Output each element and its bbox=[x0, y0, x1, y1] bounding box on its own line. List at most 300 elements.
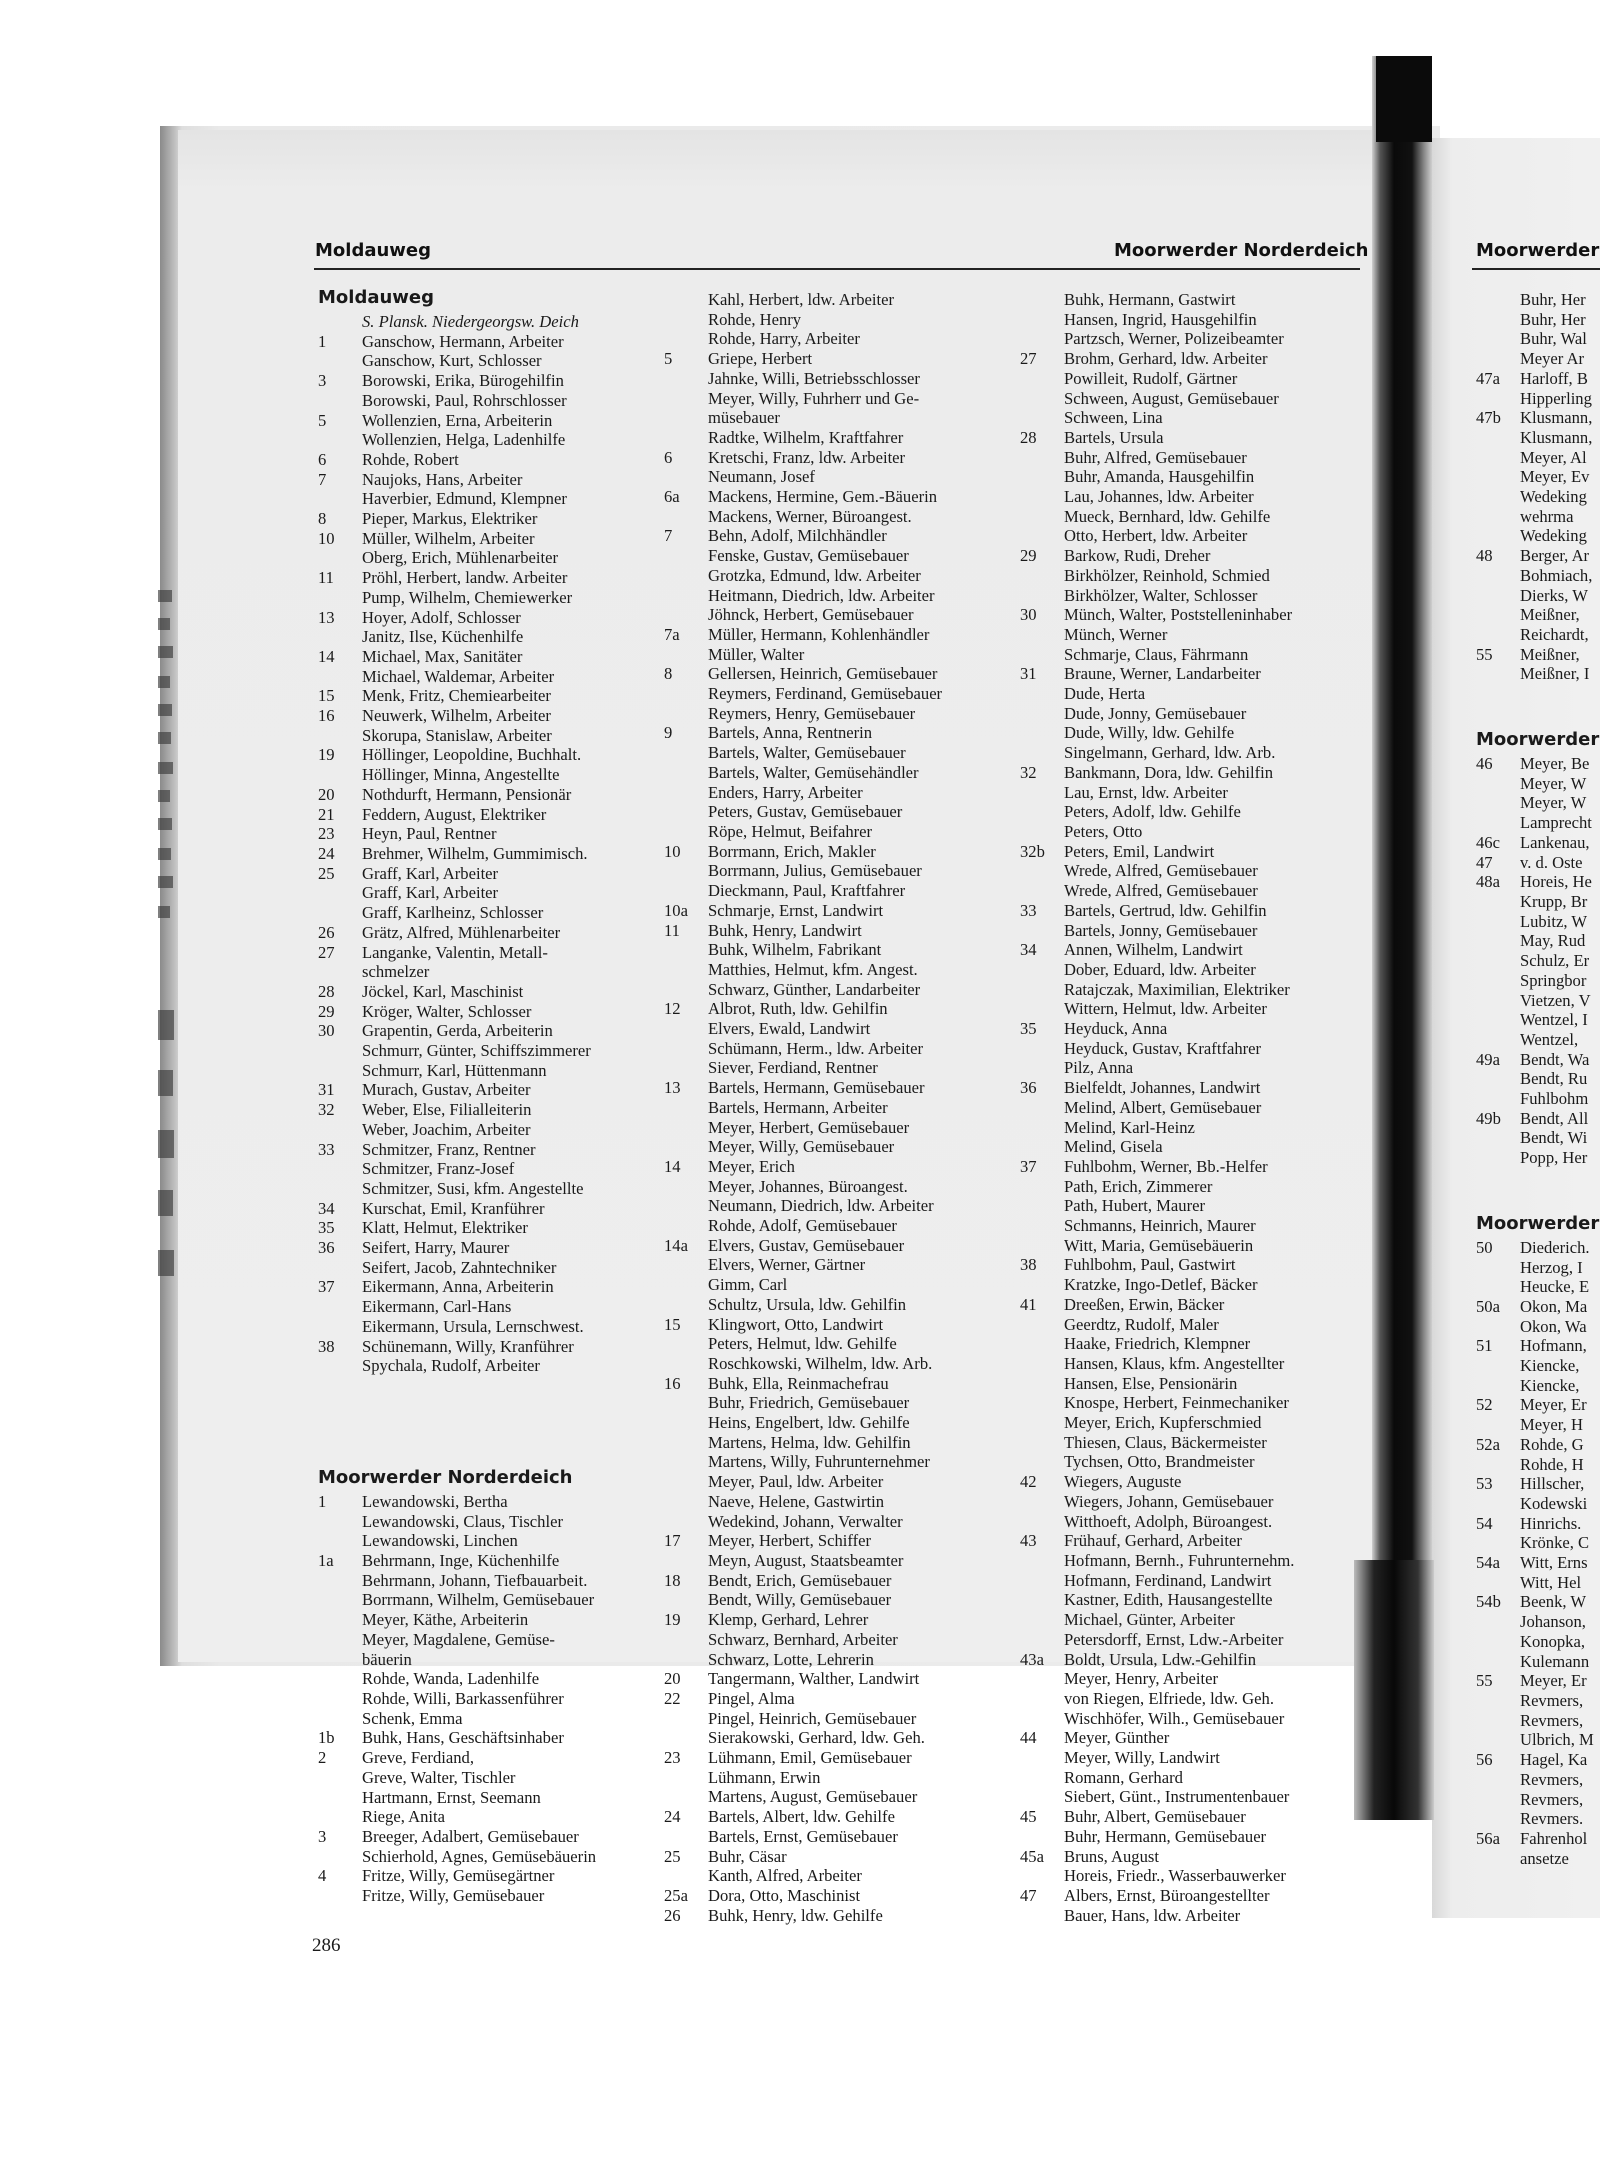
resident-entry bbox=[664, 1019, 942, 1039]
resident-text: Hofmann, bbox=[1520, 1336, 1587, 1356]
resident-entry bbox=[1476, 566, 1600, 586]
resident-text: Rohde, Wanda, Ladenhilfe bbox=[362, 1669, 540, 1689]
resident-entry bbox=[1020, 1610, 1294, 1630]
resident-entry bbox=[1476, 971, 1600, 991]
resident-entry bbox=[1476, 546, 1600, 566]
resident-entry bbox=[318, 1709, 596, 1729]
resident-entry bbox=[664, 723, 942, 743]
resident-text: Meyer, Willy, Fuhrherr und Ge- bbox=[708, 388, 920, 408]
resident-text: Wollenzien, Helga, Ladenhilfe bbox=[362, 430, 566, 450]
resident-entry bbox=[1020, 783, 1294, 803]
resident-entry bbox=[1020, 645, 1294, 665]
resident-text: Skorupa, Stanislaw, Arbeiter bbox=[362, 725, 552, 745]
resident-text: Kröger, Walter, Schlosser bbox=[362, 1001, 532, 1021]
resident-entry bbox=[1476, 853, 1600, 873]
resident-entry bbox=[664, 1315, 942, 1335]
house-number: 28 bbox=[318, 981, 335, 1001]
resident-text: Meyer, Henry, Arbeiter bbox=[1064, 1669, 1218, 1689]
resident-entry bbox=[664, 448, 942, 468]
resident-text: Grotzka, Edmund, ldw. Arbeiter bbox=[708, 565, 921, 585]
resident-entry bbox=[1020, 1393, 1294, 1413]
resident-text: Weber, Joachim, Arbeiter bbox=[362, 1119, 531, 1139]
resident-entry bbox=[1476, 793, 1600, 813]
resident-entry bbox=[664, 645, 942, 665]
resident-entry bbox=[1476, 586, 1600, 606]
resident-text: Buhr, Albert, Gemüsebauer bbox=[1064, 1807, 1246, 1827]
resident-text: Pingel, Heinrich, Gemüsebauer bbox=[708, 1708, 917, 1728]
resident-entry bbox=[318, 824, 596, 844]
resident-text: Rohde, Adolf, Gemüsebauer bbox=[708, 1216, 897, 1236]
resident-text: Bartels, Hermann, Arbeiter bbox=[708, 1097, 888, 1117]
house-number: 6 bbox=[664, 447, 673, 467]
house-number: 49b bbox=[1476, 1108, 1501, 1128]
house-number: 10 bbox=[318, 528, 335, 548]
resident-entry bbox=[1020, 1354, 1294, 1374]
resident-entry bbox=[664, 1433, 942, 1453]
house-number: 35 bbox=[1020, 1019, 1037, 1039]
resident-entry bbox=[1020, 1709, 1294, 1729]
resident-entry bbox=[318, 1120, 596, 1140]
house-number: 55 bbox=[1476, 644, 1493, 664]
resident-text: Greve, Ferdiand, bbox=[362, 1748, 474, 1768]
resident-text: Horeis, He bbox=[1520, 872, 1592, 892]
resident-text: Dude, Jonny, Gemüsebauer bbox=[1064, 703, 1247, 723]
resident-text: Siever, Ferdiand, Rentner bbox=[708, 1058, 878, 1078]
resident-entry bbox=[664, 861, 942, 881]
resident-text: Behn, Adolf, Milchhändler bbox=[708, 526, 887, 546]
resident-text: Reymers, Henry, Gemüsebauer bbox=[708, 703, 916, 723]
resident-text: Naeve, Helene, Gastwirtin bbox=[708, 1491, 885, 1511]
resident-entry bbox=[1020, 1216, 1294, 1236]
resident-text: Fuhlbohm, Paul, Gastwirt bbox=[1064, 1255, 1236, 1275]
resident-entry bbox=[1476, 664, 1600, 684]
resident-text: Kodewski bbox=[1520, 1493, 1588, 1513]
resident-entry bbox=[1476, 329, 1600, 349]
resident-entry bbox=[318, 686, 596, 706]
resident-entry bbox=[664, 684, 942, 704]
resident-text: Hinrichs. bbox=[1520, 1513, 1582, 1533]
resident-text: Wedeking bbox=[1520, 526, 1587, 546]
house-number: 35 bbox=[318, 1218, 335, 1238]
resident-entry bbox=[318, 391, 596, 411]
resident-entry bbox=[1476, 1770, 1600, 1790]
resident-entry bbox=[1020, 1098, 1294, 1118]
resident-text: Heyduck, Gustav, Kraftfahrer bbox=[1064, 1038, 1262, 1058]
resident-text: Eikermann, Anna, Arbeiterin bbox=[362, 1277, 554, 1297]
resident-entry bbox=[318, 726, 596, 746]
resident-text: Greve, Walter, Tischler bbox=[362, 1767, 516, 1787]
resident-entry bbox=[1020, 467, 1294, 487]
house-number: 4 bbox=[318, 1866, 327, 1886]
resident-entry bbox=[1020, 1137, 1294, 1157]
resident-text: Okon, Wa bbox=[1520, 1316, 1587, 1336]
resident-text: Jahnke, Willi, Betriebsschlosser bbox=[708, 368, 920, 388]
resident-entry bbox=[318, 1337, 596, 1357]
resident-text: Schmurr, Karl, Hüttenmann bbox=[362, 1060, 547, 1080]
house-number: 34 bbox=[1020, 940, 1037, 960]
resident-entry bbox=[1476, 1238, 1600, 1258]
house-number: 50a bbox=[1476, 1296, 1500, 1316]
resident-text: Seifert, Jacob, Zahntechniker bbox=[362, 1257, 557, 1277]
resident-text: Singelmann, Gerhard, ldw. Arb. bbox=[1064, 743, 1276, 763]
resident-entry bbox=[1020, 704, 1294, 724]
house-number: 19 bbox=[318, 745, 335, 765]
house-number: 9 bbox=[664, 723, 673, 743]
resident-text: Klusmann, bbox=[1520, 408, 1593, 428]
resident-text: Meyer, Ev bbox=[1520, 467, 1590, 487]
resident-text: Meyn, August, Staatsbeamter bbox=[708, 1551, 904, 1570]
resident-entry bbox=[1020, 1078, 1294, 1098]
resident-text: Rohde, H bbox=[1520, 1454, 1584, 1474]
resident-entry bbox=[664, 802, 942, 822]
resident-entry bbox=[1476, 1010, 1600, 1030]
resident-text: Popp, Her bbox=[1520, 1148, 1588, 1168]
resident-entry bbox=[664, 408, 942, 428]
resident-entry bbox=[1020, 1689, 1294, 1709]
resident-entry bbox=[318, 1218, 596, 1238]
column-3 bbox=[1020, 290, 1294, 1925]
resident-text: Griepe, Herbert bbox=[708, 349, 813, 369]
resident-entry bbox=[318, 1551, 596, 1571]
resident-text: Buhr, Wal bbox=[1520, 329, 1587, 349]
resident-text: Breeger, Adalbert, Gemüsebauer bbox=[362, 1826, 579, 1846]
resident-entry bbox=[664, 566, 942, 586]
house-number: 52 bbox=[1476, 1395, 1493, 1415]
resident-entry bbox=[664, 1354, 942, 1374]
resident-entry bbox=[664, 999, 942, 1019]
resident-entry bbox=[1020, 1275, 1294, 1295]
house-number: 56 bbox=[1476, 1750, 1493, 1770]
resident-text: Meyer, H bbox=[1520, 1415, 1583, 1435]
resident-entry bbox=[1476, 1148, 1600, 1168]
resident-text: Kanth, Alfred, Arbeiter bbox=[708, 1866, 862, 1886]
resident-entry bbox=[1020, 980, 1294, 1000]
resident-entry bbox=[1476, 872, 1600, 892]
gutter-shadow-bottom bbox=[1354, 1560, 1434, 1820]
resident-text: Roschkowski, Wilhelm, ldw. Arb. bbox=[708, 1353, 933, 1373]
resident-entry bbox=[318, 923, 596, 943]
resident-entry bbox=[318, 903, 596, 923]
resident-entry bbox=[1020, 1295, 1294, 1315]
resident-entry bbox=[1476, 912, 1600, 932]
resident-entry bbox=[1020, 960, 1294, 980]
resident-text: Michael, Max, Sanitäter bbox=[362, 646, 523, 666]
resident-entry bbox=[1476, 1109, 1600, 1129]
resident-entry bbox=[318, 1788, 596, 1808]
resident-entry bbox=[318, 864, 596, 884]
resident-entry bbox=[318, 430, 596, 450]
resident-text: Meyer, Herbert, Schiffer bbox=[708, 1531, 872, 1551]
resident-text: Fahrenhol bbox=[1520, 1828, 1588, 1848]
resident-entry bbox=[1476, 1849, 1600, 1869]
resident-text: Revmers, bbox=[1520, 1789, 1584, 1809]
resident-text: Sierakowski, Gerhard, ldw. Geh. bbox=[708, 1728, 925, 1748]
resident-text: Schmitzer, Susi, kfm. Angestellte bbox=[362, 1178, 584, 1198]
resident-entry bbox=[664, 586, 942, 606]
resident-text: Schwarz, Lotte, Lehrerin bbox=[708, 1649, 874, 1669]
house-number: 46c bbox=[1476, 832, 1500, 852]
resident-text: Schween, Lina bbox=[1064, 408, 1163, 428]
house-number: 46 bbox=[1476, 754, 1493, 774]
house-number: 25 bbox=[664, 1846, 681, 1866]
resident-text: Krupp, Br bbox=[1520, 891, 1588, 911]
house-number: 30 bbox=[1020, 605, 1037, 625]
resident-text: Reichardt, bbox=[1520, 624, 1589, 644]
resident-entry bbox=[664, 1669, 942, 1689]
house-number: 27 bbox=[1020, 349, 1037, 369]
resident-text: Springbor bbox=[1520, 970, 1587, 990]
resident-text: Oberg, Erich, Mühlenarbeiter bbox=[362, 548, 558, 568]
resident-entry bbox=[1020, 1177, 1294, 1197]
resident-entry bbox=[1020, 1492, 1294, 1512]
resident-text: Eikermann, Ursula, Lernschwest. bbox=[362, 1316, 584, 1336]
resident-text: Meißner, bbox=[1520, 644, 1580, 664]
resident-entry bbox=[318, 1317, 596, 1337]
resident-text: Albers, Ernst, Büroangestellter bbox=[1064, 1885, 1270, 1905]
house-number: 5 bbox=[664, 349, 673, 369]
resident-entry bbox=[1476, 526, 1600, 546]
resident-text: Konopka, bbox=[1520, 1631, 1585, 1651]
house-number: 37 bbox=[318, 1277, 335, 1297]
resident-entry bbox=[664, 1058, 942, 1078]
resident-entry bbox=[664, 546, 942, 566]
street-heading: Moldauweg bbox=[318, 287, 435, 308]
resident-entry bbox=[318, 962, 596, 982]
resident-text: Meyer, Günther bbox=[1064, 1728, 1170, 1748]
resident-text: Höllinger, Minna, Angestellte bbox=[362, 765, 560, 785]
directory-section bbox=[318, 1466, 596, 1906]
resident-entry bbox=[1476, 1514, 1600, 1534]
resident-entry bbox=[664, 1374, 942, 1394]
resident-text: Hipperling bbox=[1520, 388, 1592, 408]
resident-text: Bendt, Erich, Gemüsebauer bbox=[708, 1570, 892, 1590]
house-number: 12 bbox=[664, 999, 681, 1019]
resident-text: Müller, Hermann, Kohlenhändler bbox=[708, 624, 930, 644]
resident-text: Horeis, Friedr., Wasserbauwerker bbox=[1064, 1866, 1286, 1886]
resident-text: Michael, Günter, Arbeiter bbox=[1064, 1610, 1235, 1630]
resident-text: Tangermann, Walther, Landwirt bbox=[708, 1669, 920, 1689]
directory-section bbox=[1020, 290, 1294, 1925]
resident-entry bbox=[318, 1041, 596, 1061]
resident-entry bbox=[1476, 951, 1600, 971]
resident-text: Klemp, Gerhard, Lehrer bbox=[708, 1610, 869, 1630]
resident-text: Neumann, Josef bbox=[708, 467, 815, 487]
resident-text: Rohde, Harry, Arbeiter bbox=[708, 329, 860, 349]
resident-text: Schmitzer, Franz-Josef bbox=[362, 1159, 515, 1179]
resident-entry bbox=[1020, 1847, 1294, 1867]
resident-text: Revmers, bbox=[1520, 1769, 1584, 1789]
house-number: 47 bbox=[1476, 852, 1493, 872]
house-number: 26 bbox=[318, 922, 335, 942]
resident-entry bbox=[1020, 1058, 1294, 1078]
resident-entry bbox=[1020, 605, 1294, 625]
resident-entry bbox=[1020, 487, 1294, 507]
resident-entry bbox=[1020, 999, 1294, 1019]
resident-entry bbox=[664, 1610, 942, 1630]
resident-entry bbox=[318, 450, 596, 470]
resident-text: Jöhnck, Herbert, Gemüsebauer bbox=[708, 605, 914, 625]
resident-text: Wrede, Alfred, Gemüsebauer bbox=[1064, 881, 1258, 901]
house-number: 15 bbox=[318, 686, 335, 706]
resident-entry bbox=[664, 1492, 942, 1512]
resident-text: Grätz, Alfred, Mühlenarbeiter bbox=[362, 922, 561, 942]
resident-text: Meyer, Herbert, Gemüsebauer bbox=[708, 1117, 910, 1137]
resident-text: Schierhold, Agnes, Gemüsebäuerin bbox=[362, 1846, 597, 1866]
resident-entry bbox=[318, 1258, 596, 1278]
resident-entry bbox=[1020, 1748, 1294, 1768]
resident-text: Meyer Ar bbox=[1520, 349, 1585, 369]
resident-entry bbox=[664, 1709, 942, 1729]
resident-entry bbox=[1476, 1030, 1600, 1050]
resident-text: Menk, Fritz, Chemiearbeiter bbox=[362, 686, 551, 706]
resident-entry bbox=[1476, 1553, 1600, 1573]
resident-entry bbox=[664, 1906, 942, 1926]
resident-entry bbox=[1476, 428, 1600, 448]
resident-text: Buhr, Friedrich, Gemüsebauer bbox=[708, 1393, 910, 1413]
resident-entry bbox=[1020, 1452, 1294, 1472]
resident-text: Wentzel, bbox=[1520, 1029, 1579, 1049]
house-number: 52a bbox=[1476, 1434, 1500, 1454]
resident-text: Rohde, Henry bbox=[708, 309, 802, 329]
resident-text: Fritze, Willy, Gemüsebauer bbox=[362, 1886, 545, 1906]
house-number: 10a bbox=[664, 900, 688, 920]
resident-entry bbox=[1020, 1630, 1294, 1650]
resident-entry bbox=[1476, 1573, 1600, 1593]
resident-entry bbox=[318, 1590, 596, 1610]
resident-text: Peters, Helmut, ldw. Gehilfe bbox=[708, 1334, 897, 1354]
resident-entry bbox=[1020, 586, 1294, 606]
resident-entry bbox=[318, 371, 596, 391]
resident-entry bbox=[318, 785, 596, 805]
resident-entry bbox=[1476, 448, 1600, 468]
resident-text: Meyer, Er bbox=[1520, 1671, 1587, 1691]
house-number: 22 bbox=[664, 1688, 681, 1708]
resident-entry bbox=[664, 704, 942, 724]
street-heading: Moorwerder bbox=[1476, 1212, 1600, 1234]
resident-text: Albrot, Ruth, ldw. Gehilfin bbox=[708, 999, 888, 1019]
resident-entry bbox=[1020, 1118, 1294, 1138]
resident-text: May, Rud bbox=[1520, 931, 1586, 951]
house-number: 32 bbox=[1020, 762, 1037, 782]
resident-entry bbox=[1020, 507, 1294, 527]
resident-text: Heyn, Paul, Rentner bbox=[362, 824, 497, 844]
resident-entry bbox=[664, 487, 942, 507]
resident-text: Hillscher, bbox=[1520, 1474, 1585, 1494]
resident-text: Graff, Karl, Arbeiter bbox=[362, 883, 499, 903]
gutter-shadow-top bbox=[1376, 56, 1432, 142]
resident-text: Path, Hubert, Maurer bbox=[1064, 1196, 1206, 1216]
resident-text: ansetze bbox=[1520, 1848, 1569, 1868]
resident-text: Meyer, W bbox=[1520, 793, 1587, 813]
resident-text: bäuerin bbox=[362, 1649, 412, 1669]
resident-text: Borowski, Erika, Bürogehilfin bbox=[362, 371, 564, 391]
house-number: 11 bbox=[664, 920, 680, 940]
resident-entry bbox=[1020, 408, 1294, 428]
house-number: 7a bbox=[664, 624, 680, 644]
resident-text: Bauer, Hans, ldw. Arbeiter bbox=[1064, 1905, 1241, 1925]
house-number: 41 bbox=[1020, 1294, 1037, 1314]
resident-entry bbox=[318, 509, 596, 529]
resident-entry bbox=[664, 507, 942, 527]
house-number: 47 bbox=[1020, 1885, 1037, 1905]
house-number: 15 bbox=[664, 1314, 681, 1334]
resident-entry bbox=[1476, 1455, 1600, 1475]
house-number: 16 bbox=[318, 706, 335, 726]
resident-text: Matthies, Helmut, kfm. Angest. bbox=[708, 959, 918, 979]
resident-text: Graff, Karl, Arbeiter bbox=[362, 863, 499, 883]
resident-text: Kulemann bbox=[1520, 1651, 1590, 1671]
resident-entry bbox=[1020, 684, 1294, 704]
resident-text: Path, Erich, Zimmerer bbox=[1064, 1176, 1213, 1196]
resident-entry bbox=[664, 1630, 942, 1650]
running-head-left: Moldauweg bbox=[315, 240, 432, 261]
house-number: 33 bbox=[318, 1139, 335, 1159]
resident-text: Pieper, Markus, Elektriker bbox=[362, 509, 538, 529]
resident-entry bbox=[1476, 1435, 1600, 1455]
resident-entry bbox=[1020, 1807, 1294, 1827]
resident-entry bbox=[664, 1728, 942, 1748]
resident-text: Borrmann, Wilhelm, Gemüsebauer bbox=[362, 1590, 595, 1610]
resident-text: Melind, Karl-Heinz bbox=[1064, 1117, 1195, 1137]
resident-entry bbox=[318, 745, 596, 765]
resident-text: Nothdurft, Hermann, Pensionär bbox=[362, 784, 572, 804]
running-head-facing: Moorwerder bbox=[1476, 240, 1600, 261]
house-number: 36 bbox=[318, 1238, 335, 1258]
resident-text: wehrma bbox=[1520, 506, 1574, 526]
resident-entry bbox=[1020, 763, 1294, 783]
resident-text: Bartels, Hermann, Gemüsebauer bbox=[708, 1078, 925, 1098]
resident-entry bbox=[664, 389, 942, 409]
resident-text: Lewandowski, Linchen bbox=[362, 1531, 518, 1551]
resident-entry bbox=[1476, 1809, 1600, 1829]
resident-text: Meyer, Johannes, Büroangest. bbox=[708, 1176, 908, 1196]
resident-entry bbox=[1476, 1730, 1600, 1750]
resident-text: Buhk, Hans, Geschäftsinhaber bbox=[362, 1728, 564, 1748]
resident-entry bbox=[1476, 408, 1600, 428]
resident-text: Münch, Werner bbox=[1064, 624, 1168, 644]
resident-text: Otto, Herbert, ldw. Arbeiter bbox=[1064, 526, 1248, 546]
house-number: 5 bbox=[318, 410, 327, 430]
house-number: 1 bbox=[318, 331, 327, 351]
resident-entry bbox=[1020, 921, 1294, 941]
resident-text: Petersdorff, Ernst, Ldw.-Arbeiter bbox=[1064, 1629, 1284, 1649]
resident-text: Schwarz, Bernhard, Arbeiter bbox=[708, 1629, 898, 1649]
resident-text: Buhk, Henry, ldw. Gehilfe bbox=[708, 1905, 883, 1925]
resident-entry bbox=[1020, 1512, 1294, 1532]
header-rule-facing bbox=[1472, 268, 1600, 270]
resident-text: Powilleit, Rudolf, Gärtner bbox=[1064, 368, 1238, 388]
house-number: 51 bbox=[1476, 1336, 1493, 1356]
resident-text: Schmanns, Heinrich, Maurer bbox=[1064, 1216, 1256, 1236]
resident-entry bbox=[1476, 1474, 1600, 1494]
house-number: 16 bbox=[664, 1373, 681, 1393]
resident-entry bbox=[1020, 723, 1294, 743]
resident-entry bbox=[1476, 892, 1600, 912]
house-number: 50 bbox=[1476, 1237, 1493, 1257]
resident-text: Wedekind, Johann, Verwalter bbox=[708, 1511, 903, 1531]
house-number: 29 bbox=[1020, 546, 1037, 566]
resident-text: Borrmann, Julius, Gemüsebauer bbox=[708, 861, 922, 881]
resident-text: Ganschow, Hermann, Arbeiter bbox=[362, 331, 564, 351]
resident-text: Bendt, Wi bbox=[1520, 1128, 1588, 1148]
resident-entry bbox=[664, 901, 942, 921]
house-number: 53 bbox=[1476, 1474, 1493, 1494]
resident-entry bbox=[664, 1413, 942, 1433]
resident-text: Wollenzien, Erna, Arbeiterin bbox=[362, 410, 553, 430]
house-number: 48a bbox=[1476, 872, 1500, 892]
resident-text: Buhr, Her bbox=[1520, 290, 1586, 309]
resident-text: Klatt, Helmut, Elektriker bbox=[362, 1218, 528, 1238]
